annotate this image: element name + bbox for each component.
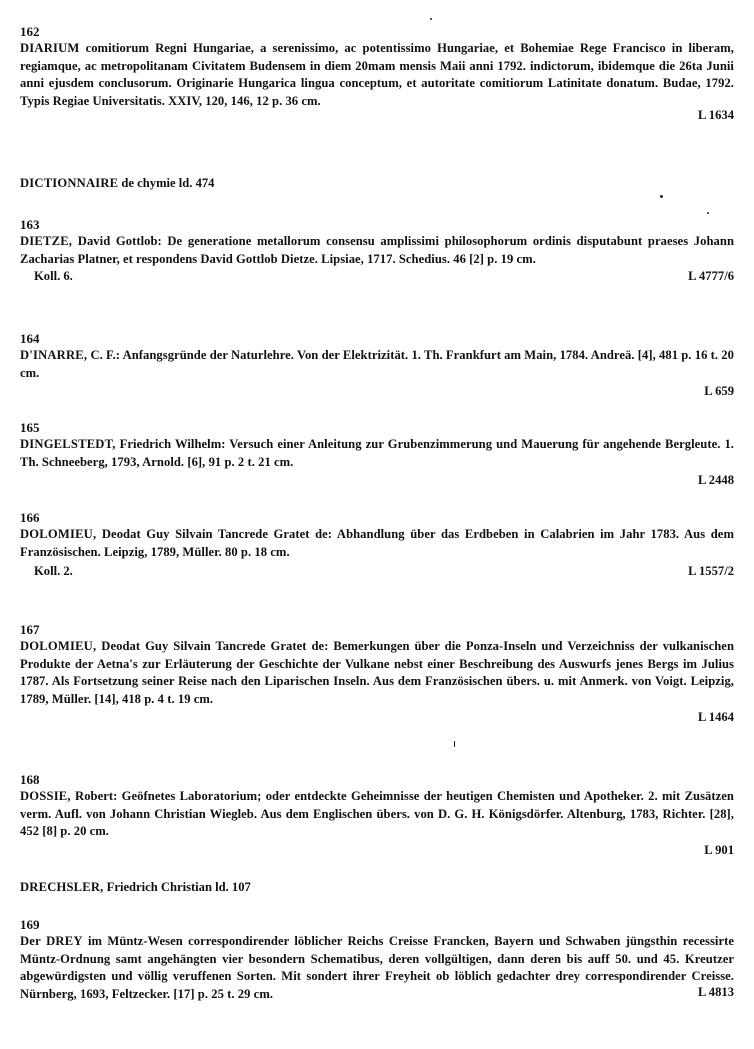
- catalog-entry-165: [20, 420, 734, 488]
- entry-number: 167: [20, 622, 40, 637]
- entry-description: David Gottlob: De generatione metallorum consensu amplissimi philosophorum ordinis disputabunt praeses Johann Zacharias Platner, et respondens David Gottlob Dietze. Lipsiae, 1717. Schedius. 46 [2] p. 19 cm.: [20, 234, 734, 266]
- shelf-signature: L 4777/6: [688, 269, 734, 284]
- entry-description: comitiorum Regni Hungariae, a serenissimo, ac potentissimo Hungariae, et Bohemiae Rege Francisco in liberam, regiamque, ac metropolitanam Civitatem Budensem in diem 20mam mensis Maii anni 1792. indictorum, ibidemque die 26ta Junii anni ejusdem conclusorum. Originarie Hungarica lingua conceptum, et autoritate comitiorum Latinitate donatum. Budae, 1792. Typis Regiae Universitatis. XXIV, 120, 146, 12 p. 36 cm.: [20, 41, 734, 108]
- crossref-text: Friedrich Christian ld. 107: [103, 880, 251, 894]
- entry-heading: D'INARRE,: [20, 348, 88, 362]
- scan-speck: [707, 212, 709, 214]
- catalog-entry-169: [20, 917, 734, 1003]
- crossref-text: de chymie ld. 474: [118, 176, 215, 190]
- entry-number: 169: [20, 917, 40, 932]
- entry-description: Deodat Guy Silvain Tancrede Gratet de: Abhandlung über das Erdbeben in Calabrien im Jahr 1783. Aus dem Französischen. Leipzig, 1789, Müller. 80 p. 18 cm.: [20, 527, 734, 559]
- catalog-entry-166: [20, 510, 734, 582]
- entry-number: 163: [20, 217, 40, 232]
- collection-note: Koll. 6.: [34, 269, 73, 284]
- shelf-signature: L 1634: [697, 108, 734, 123]
- entry-number: 168: [20, 772, 40, 787]
- catalog-entry-162: [20, 24, 734, 128]
- collection-note: Koll. 2.: [34, 564, 73, 579]
- catalog-entry-167: [20, 622, 734, 725]
- shelf-signature: L 4813: [697, 985, 734, 1000]
- entry-number: 162: [20, 24, 40, 39]
- entry-heading: DIETZE,: [20, 234, 73, 248]
- entry-description: Robert: Geöfnetes Laboratorium; oder entdeckte Geheimnisse der heutigen Chemisten und Apotheker. 2. mit Zusätzen verm. Aufl. von Johann Christian Wiegleb. Aus dem Englischen übers. von D. G. H. Königsdörfer. Altenburg, 1783, Richter. [28], 452 [8] p. 20 cm.: [20, 789, 734, 839]
- entry-number: 166: [20, 510, 40, 525]
- entry-heading: DOSSIE,: [20, 789, 71, 803]
- entry-number: 165: [20, 420, 40, 435]
- catalog-entry-168: [20, 772, 734, 858]
- shelf-signature: L 901: [704, 842, 734, 857]
- entry-description: Deodat Guy Silvain Tancrede Gratet de: Bemerkungen über die Ponza-Inseln und Verzeichniss der vulkanischen Produkte der Aetna's zur Erläuterung der Geschichte der Vulkane nebst einer Beschreibung des Auswurfs jenes Bergs im Julius 1787. Als Fortsetzung seiner Reise nach den Liparischen Inseln. Aus dem Französischen übers. u. mit Anmerk. von Voigt. Leipzig, 1789, Müller. [14], 418 p. 4 t. 19 cm.: [20, 639, 734, 706]
- entry-description: Friedrich Wilhelm: Versuch einer Anleitung zur Grubenzimmerung und Mauerung für angehende Bergleute. 1. Th. Schneeberg, 1793, Arnold. [6], 91 p. 2 t. 21 cm.: [20, 437, 734, 469]
- entry-description: im Müntz-Wesen correspondirender löblicher Reichs Creisse Francken, Bayern und Schwaben jüngsthin recessirte Müntz-Ordnung samt angehängten vier besondern Schematibus, deren vollgültigen, dann deren bis auff 50. und 45. Kreutzer abgewürdigsten und völlig veruffenen Sorten. Mit sondert ihrer Freyheit ob löblich gedachter drey correspondirender Creisse. Nürnberg, 1693, Feltzecker. [17] p. 25 t. 29 cm.: [20, 934, 734, 1001]
- shelf-signature: L 659: [704, 384, 734, 399]
- shelf-signature: L 1464: [697, 710, 734, 725]
- shelf-signature: L 2448: [697, 473, 734, 488]
- scan-speck: [660, 195, 663, 198]
- entry-text: [20, 40, 734, 110]
- shelf-signature: L 1557/2: [688, 564, 734, 579]
- entry-heading: DOLOMIEU,: [20, 639, 97, 653]
- entry-text: [20, 638, 734, 708]
- cross-reference-dictionnaire: [20, 176, 214, 191]
- crossref-heading: DICTIONNAIRE: [20, 176, 119, 190]
- entry-heading: Der DREY: [20, 934, 83, 948]
- crossref-heading: DRECHSLER,: [20, 880, 104, 894]
- entry-text: [20, 347, 734, 382]
- catalog-entry-163: [20, 217, 734, 287]
- entry-text: [20, 436, 734, 471]
- entry-text: [20, 233, 734, 268]
- entry-number: 164: [20, 331, 40, 346]
- entry-text: [20, 788, 734, 841]
- scan-speck: [454, 741, 455, 747]
- entry-text: [20, 526, 734, 561]
- entry-heading: DINGELSTEDT,: [20, 437, 116, 451]
- catalog-entry-164: [20, 331, 734, 399]
- entry-description: C. F.: Anfangsgründe der Naturlehre. Von der Elektrizität. 1. Th. Frankfurt am Main, 1784. Andreä. [4], 481 p. 16 t. 20 cm.: [20, 348, 734, 380]
- scan-speck: [430, 18, 432, 20]
- cross-reference-drechsler: [20, 880, 251, 895]
- entry-heading: DOLOMIEU,: [20, 527, 97, 541]
- entry-heading: DIARIUM: [20, 41, 80, 55]
